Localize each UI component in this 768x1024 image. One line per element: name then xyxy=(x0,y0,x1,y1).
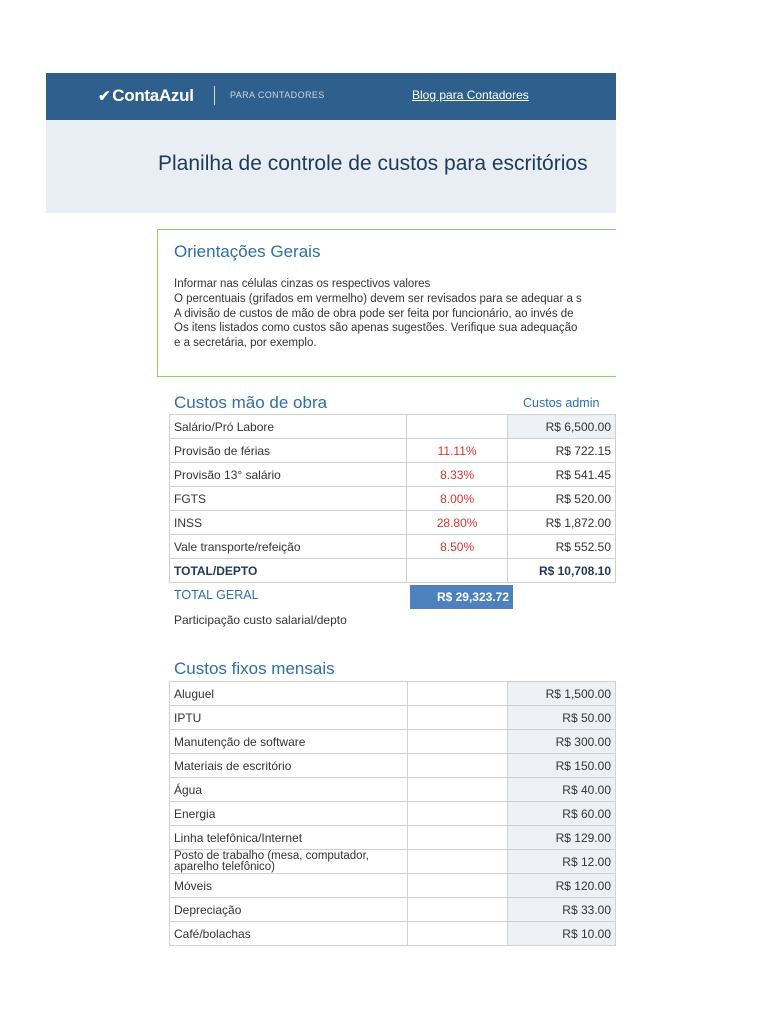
cell-value[interactable]: R$ 60.00 xyxy=(508,802,616,826)
guidelines-text xyxy=(174,277,582,351)
cell-empty[interactable] xyxy=(408,898,508,922)
table-row xyxy=(170,922,616,946)
cell-empty[interactable] xyxy=(408,874,508,898)
top-header-bar xyxy=(46,73,616,120)
cell-value[interactable]: R$ 722.15 xyxy=(508,439,616,463)
fixed-costs-title: Custos fixos mensais xyxy=(174,659,335,678)
table-row xyxy=(170,415,616,439)
guideline-line: Informar nas células cinzas os respectivos valores xyxy=(174,278,431,290)
contaazul-logo[interactable] xyxy=(98,86,194,106)
page-title: Planilha de controle de custos para escritórios xyxy=(158,152,588,175)
blog-link[interactable]: Blog para Contadores xyxy=(412,88,529,102)
logo-text: ContaAzul xyxy=(112,86,194,105)
cell-empty[interactable] xyxy=(408,706,508,730)
cell-empty[interactable] xyxy=(408,682,508,706)
cell-label[interactable]: Energia xyxy=(170,802,408,826)
table-row xyxy=(170,463,616,487)
cell-value[interactable]: R$ 300.00 xyxy=(508,730,616,754)
cell-value[interactable]: R$ 120.00 xyxy=(508,874,616,898)
cell-label[interactable]: Provisão de férias xyxy=(170,439,407,463)
cell-percent[interactable]: 8.33% xyxy=(406,463,507,487)
cell-percent[interactable]: 8.00% xyxy=(406,487,507,511)
cell-percent[interactable] xyxy=(406,415,507,439)
table-row xyxy=(170,682,616,706)
cell-value[interactable]: R$ 150.00 xyxy=(508,754,616,778)
cell-value[interactable]: R$ 129.00 xyxy=(508,826,616,850)
cell-label[interactable]: Provisão 13° salário xyxy=(170,463,407,487)
table-row xyxy=(170,511,616,535)
cell-empty[interactable] xyxy=(408,730,508,754)
cell-label[interactable]: Vale transporte/refeição xyxy=(170,535,407,559)
cell-value[interactable]: R$ 50.00 xyxy=(508,706,616,730)
cell-empty[interactable] xyxy=(408,754,508,778)
cell-value[interactable]: R$ 33.00 xyxy=(508,898,616,922)
admin-costs-column-header: Custos admin xyxy=(523,396,600,410)
cell-value[interactable]: R$ 6,500.00 xyxy=(508,415,616,439)
logo-tagline: PARA CONTADORES xyxy=(230,90,325,100)
guidelines-box xyxy=(157,229,616,377)
cell-value[interactable]: R$ 552.50 xyxy=(508,535,616,559)
cell-label[interactable]: Salário/Pró Labore xyxy=(170,415,407,439)
table-row xyxy=(170,706,616,730)
guideline-line: O percentuais (grifados em vermelho) devem ser revisados para se adequar a s xyxy=(174,292,582,305)
total-row xyxy=(170,559,616,583)
cell-percent[interactable]: 28.80% xyxy=(406,511,507,535)
table-row xyxy=(170,826,616,850)
cell-empty[interactable] xyxy=(408,922,508,946)
total-label[interactable]: TOTAL/DEPTO xyxy=(170,559,407,583)
cell-percent[interactable]: 8.50% xyxy=(406,535,507,559)
cell-value[interactable]: R$ 541.45 xyxy=(508,463,616,487)
table-row xyxy=(170,778,616,802)
check-mark-icon: ✔ xyxy=(98,88,111,105)
grand-total-value[interactable]: R$ 29,323.72 xyxy=(410,585,513,609)
table-row xyxy=(170,730,616,754)
cell-value[interactable]: R$ 1,872.00 xyxy=(508,511,616,535)
cell-label[interactable]: Manutenção de software xyxy=(170,730,408,754)
participation-label: Participação custo salarial/depto xyxy=(174,613,347,627)
logo-divider xyxy=(214,86,215,105)
table-row xyxy=(170,850,616,874)
cell-value[interactable]: R$ 1,500.00 xyxy=(508,682,616,706)
table-row xyxy=(170,439,616,463)
cell-label[interactable]: Aluguel xyxy=(170,682,408,706)
guidelines-title: Orientações Gerais xyxy=(174,242,321,261)
cell-empty[interactable] xyxy=(408,778,508,802)
cell-value[interactable]: R$ 12.00 xyxy=(508,850,616,874)
table-row xyxy=(170,754,616,778)
cell-label[interactable]: IPTU xyxy=(170,706,408,730)
cell-label[interactable]: Depreciação xyxy=(170,898,408,922)
cell-value[interactable]: R$ 10.00 xyxy=(508,922,616,946)
title-banner xyxy=(46,120,616,213)
table-row xyxy=(170,487,616,511)
cell-empty[interactable] xyxy=(408,850,508,874)
cell-percent[interactable]: 11.11% xyxy=(406,439,507,463)
table-row xyxy=(170,802,616,826)
cell-label[interactable]: FGTS xyxy=(170,487,407,511)
cell-empty[interactable] xyxy=(408,826,508,850)
table-row xyxy=(170,898,616,922)
cell-empty[interactable] xyxy=(408,802,508,826)
cell-label[interactable]: Materiais de escritório xyxy=(170,754,408,778)
table-row xyxy=(170,874,616,898)
cell-value[interactable]: R$ 520.00 xyxy=(508,487,616,511)
labor-costs-title: Custos mão de obra xyxy=(174,393,328,412)
fixed-costs-table xyxy=(169,681,616,946)
cell-label[interactable]: INSS xyxy=(170,511,407,535)
cell-label[interactable]: Água xyxy=(170,778,408,802)
labor-costs-table xyxy=(169,414,616,583)
cell-label[interactable]: Linha telefônica/Internet xyxy=(170,826,408,850)
guideline-line: A divisão de custos de mão de obra pode ser feita por funcionário, ao invés de xyxy=(174,307,574,320)
guideline-line: Os itens listados como custos são apenas sugestões. Verifique sua adequação xyxy=(174,322,578,335)
cell-value[interactable]: R$ 40.00 xyxy=(508,778,616,802)
cell-label[interactable]: Posto de trabalho (mesa, computador, aparelho telefônico) xyxy=(170,850,408,874)
guideline-line: e a secretária, por exemplo. xyxy=(174,337,317,350)
grand-total-label[interactable]: TOTAL GERAL xyxy=(174,588,259,602)
cell-label[interactable]: Café/bolachas xyxy=(170,922,408,946)
table-row xyxy=(170,535,616,559)
total-value[interactable]: R$ 10,708.10 xyxy=(508,559,616,583)
cell-percent[interactable] xyxy=(406,559,507,583)
cell-label[interactable]: Móveis xyxy=(170,874,408,898)
